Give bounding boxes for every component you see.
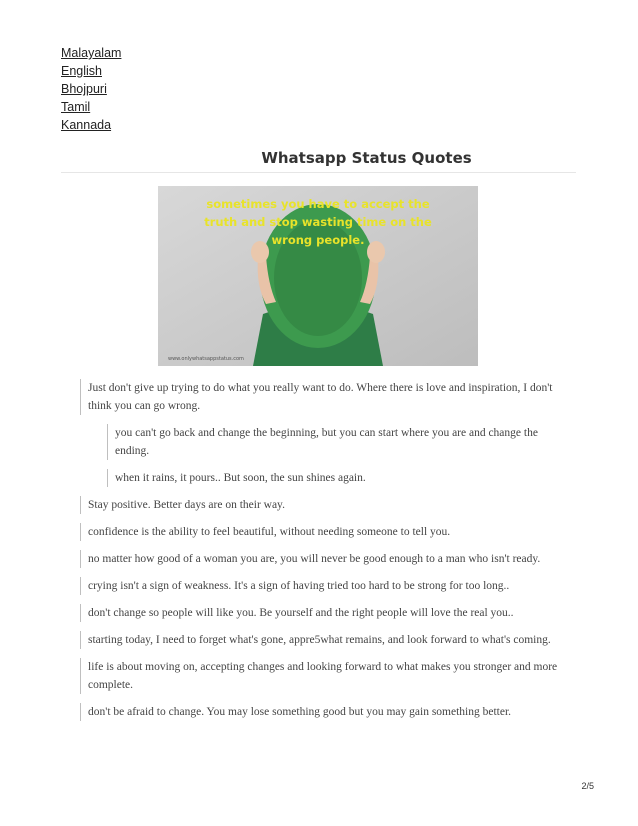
quote-text: starting today, I need to forget what's gone, appre5what remains, and look forward to what's coming. bbox=[88, 634, 551, 646]
quote-block bbox=[80, 604, 560, 622]
quote-text: Stay positive. Better days are on their way. bbox=[88, 499, 285, 511]
page-title: Whatsapp Status Quotes bbox=[261, 149, 472, 167]
quote-block bbox=[80, 658, 560, 694]
quote-block bbox=[80, 631, 560, 649]
quote-text: don't be afraid to change. You may lose something good but you may gain something better. bbox=[88, 706, 512, 718]
quote-block-nested bbox=[107, 424, 560, 460]
quote-block bbox=[80, 379, 560, 415]
quote-block bbox=[80, 703, 560, 721]
quote-text: no matter how good of a woman you are, you will never be good enough to a man who isn't ready. bbox=[88, 553, 541, 565]
quote-image-illustration bbox=[158, 186, 478, 366]
quote-text: crying isn't a sign of weakness. It's a sign of having tried too hard to be strong for too long.. bbox=[88, 580, 510, 592]
language-links bbox=[61, 44, 121, 134]
quote-text: when it rains, it pours.. But soon, the sun shines again. bbox=[115, 472, 366, 484]
link-kannada[interactable]: Kannada bbox=[61, 118, 112, 132]
title-divider bbox=[61, 172, 576, 173]
link-english[interactable]: English bbox=[61, 64, 102, 78]
quote-image bbox=[158, 186, 478, 366]
quote-block bbox=[80, 523, 560, 541]
link-bhojpuri[interactable]: Bhojpuri bbox=[61, 82, 107, 96]
quote-block bbox=[80, 577, 560, 595]
quote-text: you can't go back and change the beginning, but you can start where you are and change the ending. bbox=[115, 427, 538, 457]
quote-text: don't change so people will like you. Be yourself and the right people will love the real you.. bbox=[88, 607, 514, 619]
image-caption-line-1: sometimes you have to accept the bbox=[206, 197, 430, 211]
image-caption-line-2: truth and stop wasting time on the bbox=[204, 215, 432, 229]
quote-text: confidence is the ability to feel beautiful, without needing someone to tell you. bbox=[88, 526, 451, 538]
quote-block bbox=[80, 550, 560, 568]
quotes-list bbox=[80, 379, 560, 730]
link-malayalam[interactable]: Malayalam bbox=[61, 46, 122, 60]
quote-text: Just don't give up trying to do what you really want to do. Where there is love and inspiration, I don't think you can go wrong. bbox=[88, 382, 553, 412]
page-number: 2/5 bbox=[581, 781, 594, 791]
quote-block-nested bbox=[107, 469, 560, 487]
quote-block bbox=[80, 496, 560, 514]
link-tamil[interactable]: Tamil bbox=[61, 100, 91, 114]
quote-text: life is about moving on, accepting changes and looking forward to what makes you stronger and more complete. bbox=[88, 661, 558, 691]
image-watermark: www.onlywhatsappstatus.com bbox=[168, 356, 244, 362]
image-caption-line-3: wrong people. bbox=[271, 233, 365, 247]
